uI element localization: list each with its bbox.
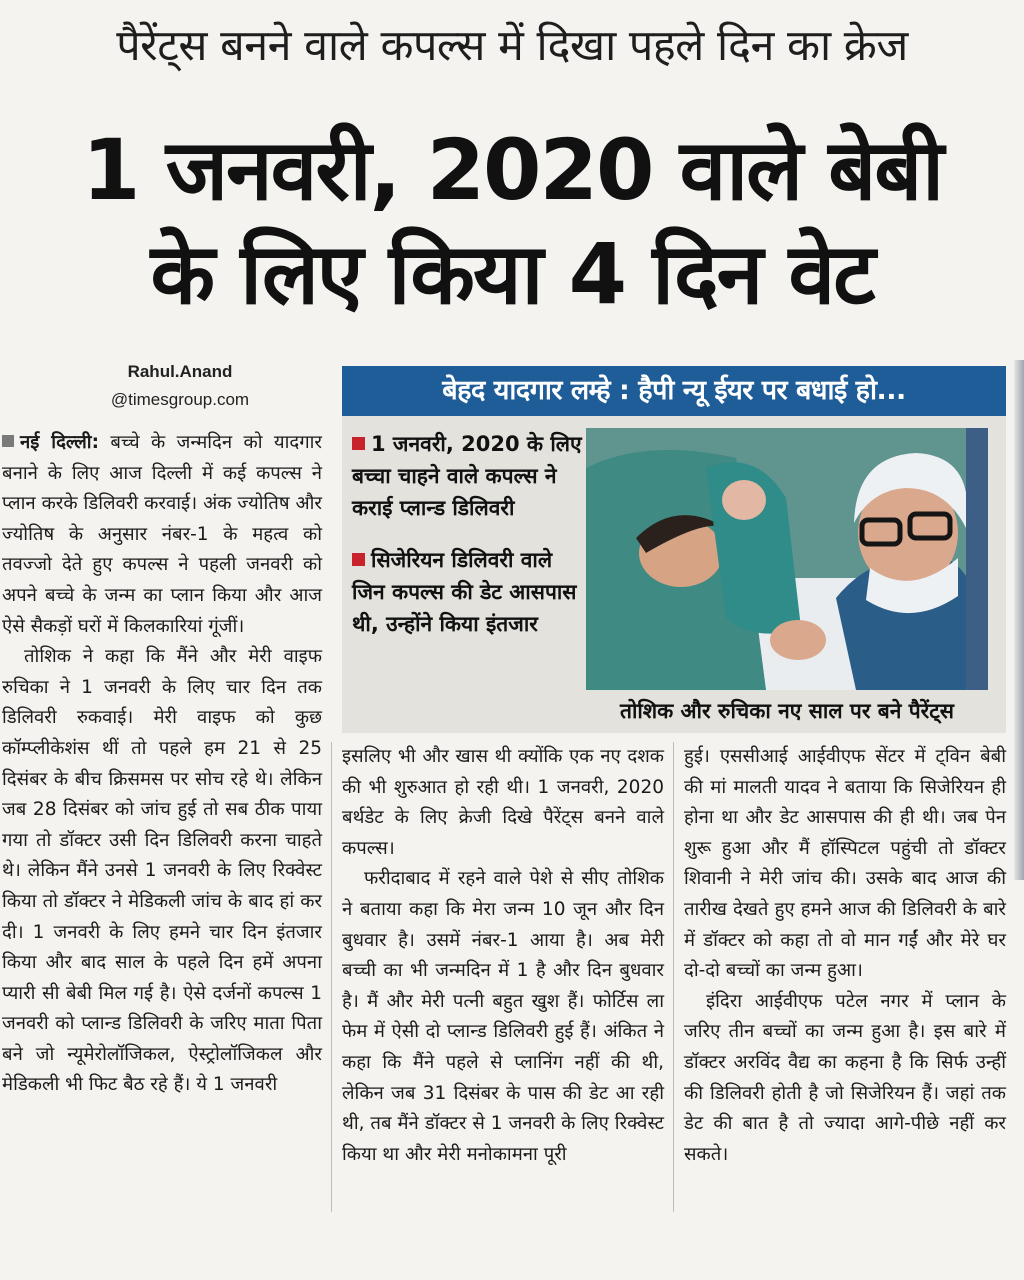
news-photo [586, 428, 988, 690]
headline-line-2: के लिए किया 4 दिन वेट [150, 225, 874, 323]
bullet-text: 1 जनवरी, 2020 के लिए बच्चा चाहने वाले कपल्स ने कराई प्लान्ड डिलिवरी [352, 432, 582, 520]
article-column-1 [2, 428, 322, 1101]
main-headline [0, 118, 1024, 326]
article-paragraph [2, 428, 322, 642]
paragraph-text: बच्चे के जन्मदिन को यादगार बनाने के लिए आज दिल्ली में कई कपल्स ने प्लान करके डिलिवरी करवाई। अंक ज्योतिष और ज्योतिष के अनुसार नंबर-1 के महत्व को तवज्जो देते हुए कपल्स ने पहली जनवरी को अपने बच्चे के जन्म का प्लान किया और आज ऐसे सैकड़ों घरों में किलकारियां गूंजीं। [2, 432, 322, 637]
bullet-square-icon [352, 437, 365, 450]
article-column-2 [342, 742, 664, 1170]
byline-email: @timesgroup.com [110, 390, 250, 409]
article-paragraph: इंदिरा आईवीएफ पटेल नगर में प्लान के जरिए तीन बच्चों का जन्म हुआ है। इस बारे में डॉक्टर अरविंद वैद्य का कहना है कि सिर्फ उन्हीं की डिलिवरी होती है जो सिजेरियन हैं। जहां तक डेट की बात है तो ज्यादा आगे-पीछे नहीं कर सकते। [684, 990, 1006, 1165]
kicker-headline: पैरेंट्स बनने वाले कपल्स में दिखा पहले दिन का क्रेज [116, 21, 908, 71]
info-bullet [352, 544, 582, 640]
photo-caption: तोशिक और रुचिका नए साल पर बने पैरेंट्स [619, 699, 954, 723]
article-paragraph: हुई। एससीआई आईवीएफ सेंटर में ट्विन बेबी की मां मालती यादव ने बताया कि सिजेरियन ही होना था और डेट आसपास की ही थी। जब पेन शुरू हुआ और मैं हॉस्पिटल पहुंची तो डॉक्टर शिवानी ने मेरी जांच की। उसके बाद आज की तारीख देखते हुए हमने आज की डिलिवरी के बारे में डॉक्टर को कहा तो वो मान गईं और मेरे घर दो-दो बच्चों का जन्म हुआ। [684, 746, 1006, 982]
info-bullet [352, 428, 582, 524]
headline-line-1: 1 जनवरी, 2020 वाले बेबी [82, 121, 942, 219]
article-paragraph: इसलिए भी और खास थी क्योंकि एक नए दशक की भी शुरुआत हो रही थी। 1 जनवरी, 2020 बर्थडेट के लिए क्रेजी दिखे पैरेंट्स बनने वाले कपल्स। [342, 746, 664, 859]
article-paragraph: तोशिक ने कहा कि मैंने और मेरी वाइफ रुचिका ने 1 जनवरी के लिए चार दिन तक डिलिवरी रुकवाई। मेरी वाइफ को कुछ कॉम्प्लीकेशंस थीं तो पहले हम 21 से 25 दिसंबर के बीच क्रिसमस पर सोच रहे थे। लेकिन जब 28 दिसंबर को जांच हुई तो सब ठीक पाया गया तो डॉक्टर उसी दिन डिलिवरी करना चाहते थे। लेकिन मैंने उनसे 1 जनवरी के लिए रिक्वेस्ट किया तो डॉक्टर ने मेडिकली जांच के बाद हां कर दी। 1 जनवरी के लिए हमने चार दिन इंतजार किया और बाद साल के पहले दिन हमें अपना प्यारी सी बेबी मिल गई है। ऐसे दर्जनों कपल्स 1 जनवरी को प्लान्ड डिलिवरी के जरिए माता पिता बने जो न्यूमेरोलॉजिकल, ऐस्ट्रोलॉजिकल और मेडिकली भी फिट बैठ रहे हैं। ये 1 जनवरी [2, 646, 322, 1096]
bullet-square-icon [352, 553, 365, 566]
bullet-text: सिजेरियन डिलिवरी वाले जिन कपल्स की डेट आसपास थी, उन्होंने किया इंतजार [352, 548, 577, 636]
dateline: नई दिल्ली: [20, 432, 99, 453]
article-paragraph: फरीदाबाद में रहने वाले पेशे से सीए तोशिक ने बताया कहा कि मेरा जन्म 10 जून और दिन बुधवार है। उसमें नंबर-1 आया है। अब मेरी बच्ची का भी जन्मदिन में 1 है और दिन बुधवार है। मैं और मेरी पत्नी बहुत खुश हैं। फोर्टिस ला फेम में ऐसी दो प्लान्ड डिलिवरी हुई हैं। अंकित ने कहा कि मैंने पहले से प्लानिंग नहीं की थी, लेकिन जब 31 दिसंबर के पास की डेट आ रही थी, तब मैंने डॉक्टर से 1 जनवरी के लिए रिक्वेस्ट किया था और मेरी मनोकामना पूरी [342, 868, 664, 1165]
article-column-3 [684, 742, 1006, 1170]
photo-illustration-icon [586, 428, 988, 690]
info-banner: बेहद यादगार लम्हे : हैपी न्यू ईयर पर बधाई हो... [342, 366, 1006, 416]
dateline-square-icon [2, 435, 14, 447]
column-divider [673, 742, 674, 1212]
column-divider [331, 742, 332, 1212]
info-box [342, 366, 1006, 733]
byline-name: Rahul.Anand [127, 362, 233, 381]
info-bullets [352, 428, 582, 660]
byline [60, 358, 300, 414]
page-edge-strip [1014, 360, 1024, 880]
